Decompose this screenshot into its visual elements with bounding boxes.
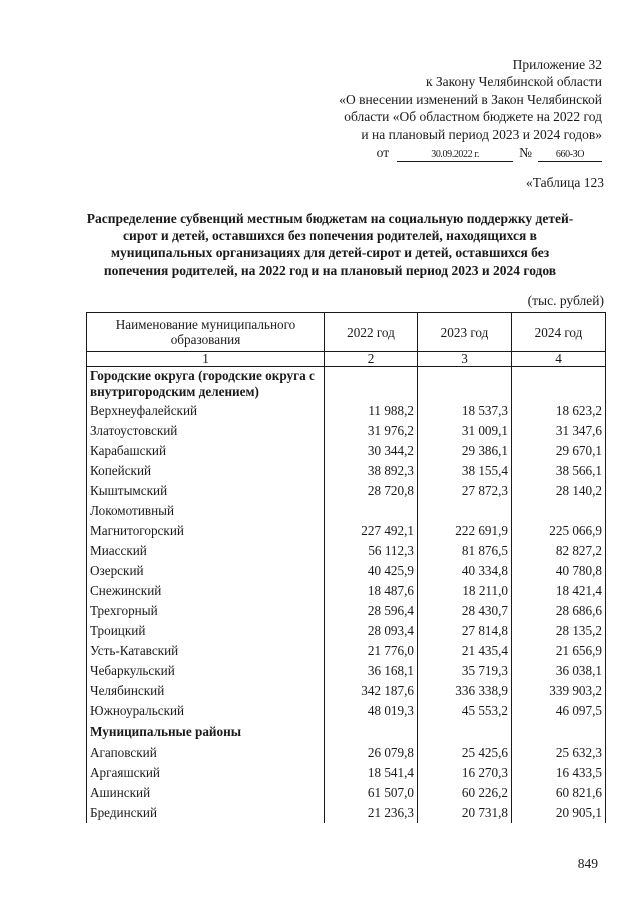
table-header (87, 313, 606, 367)
amount-cell: 28 430,7 (418, 601, 512, 621)
table-row (87, 481, 606, 501)
amount-cell: 45 553,2 (418, 701, 512, 721)
amount-cell: 227 492,1 (325, 521, 418, 541)
amount-cell: 82 827,2 (512, 541, 606, 561)
annex-law-name-1: «О внесении изменений в Закон Челябинской (339, 91, 602, 107)
amount-cell: 28 686,6 (512, 601, 606, 621)
table-row (87, 561, 606, 581)
amount-cell: 60 226,2 (418, 783, 512, 803)
amount-cell: 27 814,8 (418, 621, 512, 641)
document-title: Распределение субвенций местным бюджетам на социальную поддержку детей-сирот и детей, оставшихся без попечения родителей, находящихся в муниципальных организациях для детей-сирот и детей, оставшихся без попечения родителей, на 2022 год и на плановый период 2023 и 2024 годов (86, 211, 574, 278)
amount-cell: 11 988,2 (325, 401, 418, 421)
amount-cell: 28 720,8 (325, 481, 418, 501)
amount-cell: 21 776,0 (325, 641, 418, 661)
amount-cell: 28 093,4 (325, 621, 418, 641)
amount-cell: 27 872,3 (418, 481, 512, 501)
units-label: (тыс. рублей) (527, 293, 604, 308)
number-label: № (519, 145, 532, 161)
column-index: 3 (418, 352, 512, 367)
annex-title: Приложение 32 (512, 57, 602, 72)
municipality-name: Кыштымский (87, 481, 325, 501)
amount-cell: 16 433,5 (512, 763, 606, 783)
amount-cell: 18 537,3 (418, 401, 512, 421)
group-row (87, 367, 606, 402)
amount-cell: 18 211,0 (418, 581, 512, 601)
group-value-cell (418, 367, 512, 402)
municipality-name: Усть-Катавский (87, 641, 325, 661)
annex-law-name-3: и на плановый период 2023 и 2024 годов» (361, 126, 602, 142)
table-row (87, 783, 606, 803)
amount-cell: 28 596,4 (325, 601, 418, 621)
column-index: 1 (87, 352, 325, 367)
amount-cell: 28 135,2 (512, 621, 606, 641)
amount-cell: 36 038,1 (512, 661, 606, 681)
amount-cell: 342 187,6 (325, 681, 418, 701)
table-body (87, 367, 606, 824)
table-tag: «Таблица 123 (526, 175, 604, 190)
amount-cell: 36 168,1 (325, 661, 418, 681)
table-row (87, 661, 606, 681)
amount-cell: 18 541,4 (325, 763, 418, 783)
annex-law-name-2: области «Об областном бюджете на 2022 год (344, 109, 602, 125)
group-value-cell (325, 721, 418, 743)
municipality-name: Озерский (87, 561, 325, 581)
header-2024: 2024 год (512, 313, 606, 352)
amount-cell: 20 731,8 (418, 803, 512, 823)
amount-cell: 38 155,4 (418, 461, 512, 481)
amount-cell: 38 892,3 (325, 461, 418, 481)
amount-cell: 18 487,6 (325, 581, 418, 601)
amount-cell: 225 066,9 (512, 521, 606, 541)
municipality-name: Трехгорный (87, 601, 325, 621)
amount-cell: 28 140,2 (512, 481, 606, 501)
group-value-cell (418, 721, 512, 743)
amount-cell: 16 270,3 (418, 763, 512, 783)
amount-cell: 21 656,9 (512, 641, 606, 661)
amount-cell: 18 421,4 (512, 581, 606, 601)
table-row (87, 441, 606, 461)
municipality-name: Челябинский (87, 681, 325, 701)
amount-cell: 40 334,8 (418, 561, 512, 581)
municipality-name: Брединский (87, 803, 325, 823)
header-municipality: Наименование муниципального образования (87, 313, 325, 352)
amount-cell: 46 097,5 (512, 701, 606, 721)
amount-cell: 21 236,3 (325, 803, 418, 823)
municipality-name: Троицкий (87, 621, 325, 641)
amount-cell: 25 632,3 (512, 743, 606, 763)
amount-cell: 56 112,3 (325, 541, 418, 561)
municipality-name: Аргаяшский (87, 763, 325, 783)
amount-cell: 61 507,0 (325, 783, 418, 803)
amount-cell: 31 347,6 (512, 421, 606, 441)
amount-cell: 38 566,1 (512, 461, 606, 481)
table-row (87, 803, 606, 823)
table-row (87, 681, 606, 701)
table-row (87, 521, 606, 541)
municipality-name: Верхнеуфалейский (87, 401, 325, 421)
table-row (87, 421, 606, 441)
municipality-name: Миасский (87, 541, 325, 561)
amount-cell: 339 903,2 (512, 681, 606, 701)
amount-cell (512, 501, 606, 521)
group-name: Городские округа (городские округа с внутригородским делением) (87, 367, 325, 402)
municipality-name: Карабашский (87, 441, 325, 461)
amount-cell: 35 719,3 (418, 661, 512, 681)
table-row (87, 743, 606, 763)
amount-cell: 29 670,1 (512, 441, 606, 461)
column-index: 2 (325, 352, 418, 367)
law-number: 660-ЗО (538, 149, 602, 162)
amount-cell: 40 780,8 (512, 561, 606, 581)
municipality-name: Чебаркульский (87, 661, 325, 681)
law-date: 30.09.2022 г. (397, 149, 513, 162)
table-row (87, 621, 606, 641)
subvention-table (86, 312, 606, 823)
amount-cell (325, 501, 418, 521)
header-2022: 2022 год (325, 313, 418, 352)
amount-cell: 26 079,8 (325, 743, 418, 763)
amount-cell: 20 905,1 (512, 803, 606, 823)
amount-cell: 48 019,3 (325, 701, 418, 721)
group-value-cell (325, 367, 418, 402)
table-row (87, 701, 606, 721)
annex-header (339, 56, 602, 162)
municipality-name: Южноуральский (87, 701, 325, 721)
municipality-name: Снежинский (87, 581, 325, 601)
amount-cell: 31 976,2 (325, 421, 418, 441)
amount-cell (418, 501, 512, 521)
amount-cell: 30 344,2 (325, 441, 418, 461)
group-value-cell (512, 721, 606, 743)
amount-cell: 81 876,5 (418, 541, 512, 561)
amount-cell: 21 435,4 (418, 641, 512, 661)
amount-cell: 25 425,6 (418, 743, 512, 763)
amount-cell: 336 338,9 (418, 681, 512, 701)
group-value-cell (512, 367, 606, 402)
amount-cell: 40 425,9 (325, 561, 418, 581)
municipality-name: Магнитогорский (87, 521, 325, 541)
annex-law-ref: к Закону Челябинской области (425, 74, 602, 90)
page-number: 849 (577, 856, 598, 871)
municipality-name: Златоустовский (87, 421, 325, 441)
table-row (87, 541, 606, 561)
amount-cell: 31 009,1 (418, 421, 512, 441)
municipality-name: Копейский (87, 461, 325, 481)
amount-cell: 222 691,9 (418, 521, 512, 541)
from-label: от (376, 145, 390, 161)
annex-signature-line (339, 144, 602, 162)
municipality-name: Агаповский (87, 743, 325, 763)
amount-cell: 60 821,6 (512, 783, 606, 803)
table-row (87, 601, 606, 621)
table-row (87, 581, 606, 601)
amount-cell: 18 623,2 (512, 401, 606, 421)
group-name: Муниципальные районы (87, 721, 325, 743)
column-index: 4 (512, 352, 606, 367)
header-2023: 2023 год (418, 313, 512, 352)
table-row (87, 763, 606, 783)
table-row (87, 401, 606, 421)
table-row (87, 641, 606, 661)
table-row (87, 461, 606, 481)
table-row (87, 501, 606, 521)
amount-cell: 29 386,1 (418, 441, 512, 461)
municipality-name: Локомотивный (87, 501, 325, 521)
municipality-name: Ашинский (87, 783, 325, 803)
group-row (87, 721, 606, 743)
